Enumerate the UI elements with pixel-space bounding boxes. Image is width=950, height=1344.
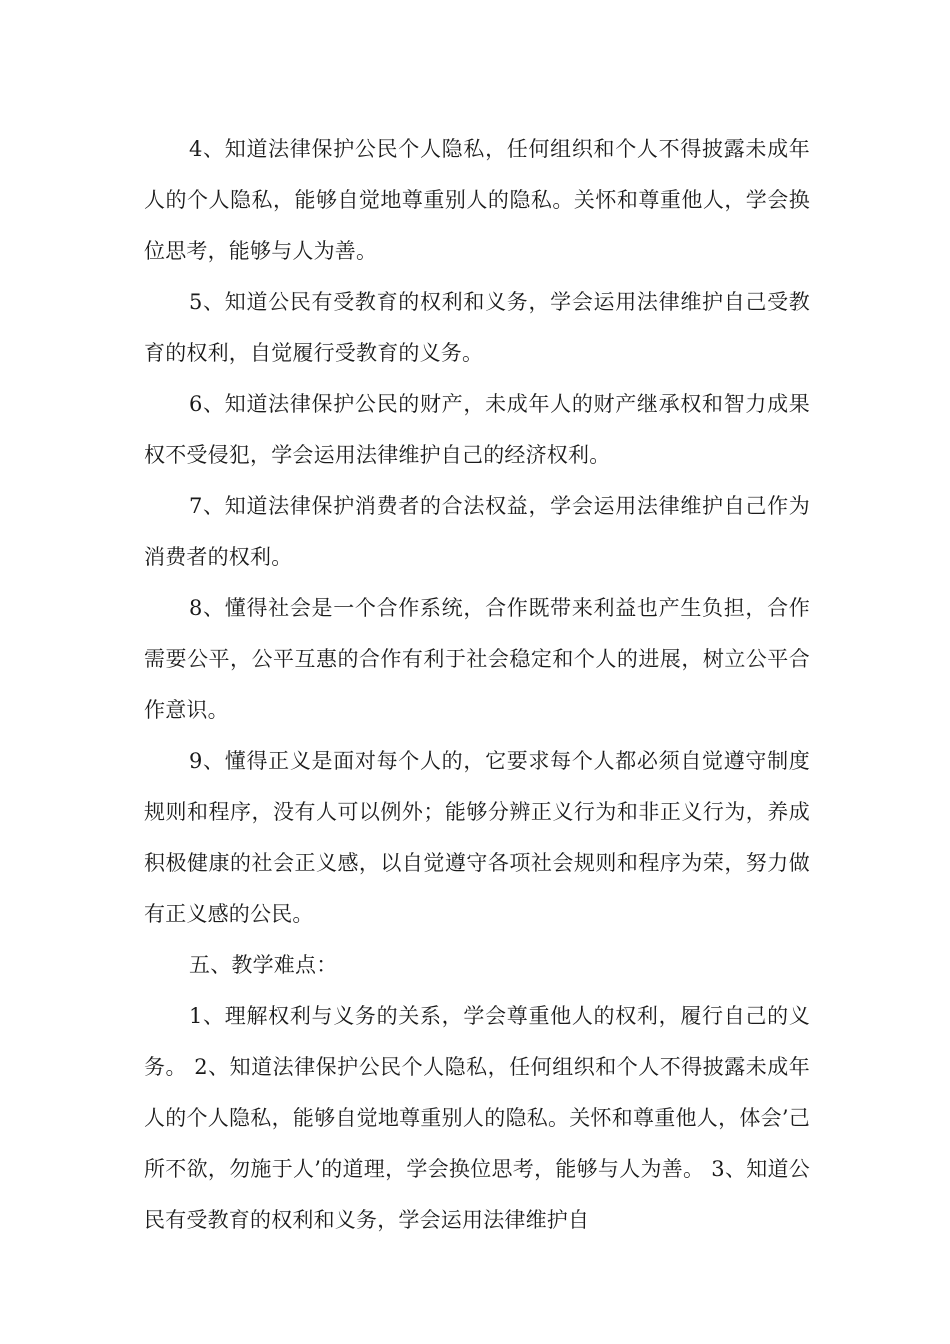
document-body — [144, 124, 810, 1246]
paragraph-item-5: 5、知道公民有受教育的权利和义务，学会运用法律维护自己受教育的权利，自觉履行受教育的义务。 — [144, 290, 810, 365]
paragraph-item-9: 9、懂得正义是面对每个人的，它要求每个人都必须自觉遵守制度规则和程序，没有人可以例外；能够分辨正义行为和非正义行为，养成积极健康的社会正义感，以自觉遵守各项社会规则和程序为荣，努力做有正义感的公民。 — [144, 749, 810, 926]
paragraph-difficulties: 1、理解权利与义务的关系，学会尊重他人的权利，履行自己的义务。 2、知道法律保护公民个人隐私，任何组织和个人不得披露未成年人的个人隐私，能够自觉地尊重别人的隐私。关怀和尊重他人，体会’己所不欲，勿施于人’的道理，学会换位思考，能够与人为善。 3、知道公民有受教育的权利和义务，学会运用法律维护自 — [144, 1004, 810, 1232]
paragraph-item-7: 7、知道法律保护消费者的合法权益，学会运用法律维护自己作为消费者的权利。 — [144, 494, 810, 569]
paragraph-item-4: 4、知道法律保护公民个人隐私，任何组织和个人不得披露未成年人的个人隐私，能够自觉地尊重别人的隐私。关怀和尊重他人，学会换位思考，能够与人为善。 — [144, 137, 810, 263]
section-heading-teaching-difficulties: 五、教学难点： — [189, 953, 338, 977]
paragraph-item-6: 6、知道法律保护公民的财产，未成年人的财产继承权和智力成果权不受侵犯，学会运用法律维护自己的经济权利。 — [144, 392, 810, 467]
paragraph-item-8: 8、懂得社会是一个合作系统，合作既带来利益也产生负担，合作需要公平，公平互惠的合作有利于社会稳定和个人的进展，树立公平合作意识。 — [144, 596, 810, 722]
